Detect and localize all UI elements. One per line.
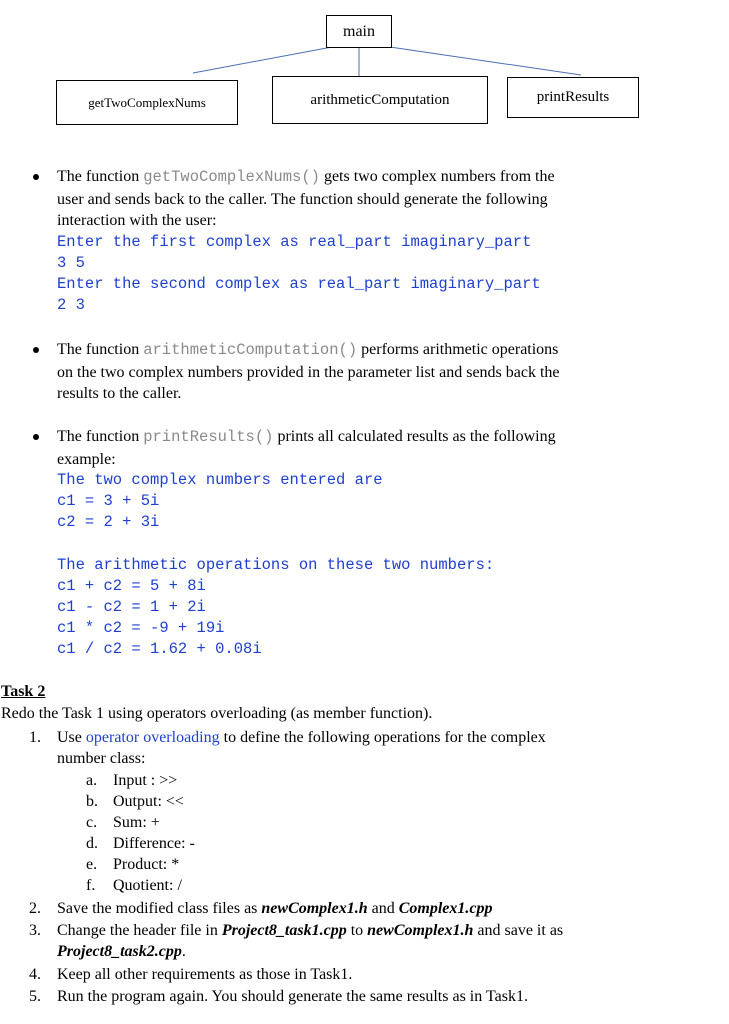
text-span: Save the modified class files as — [57, 900, 262, 917]
step-line — [57, 941, 697, 962]
sub-item-text: Sum: + — [113, 814, 160, 831]
operator-overloading-link[interactable]: operator overloading — [85, 729, 220, 746]
bullet-line: on the two complex numbers provided in the parameter list and sends back the — [57, 363, 560, 381]
file-name: newComplex1.h — [261, 900, 368, 917]
text-span: and save it as — [473, 922, 564, 939]
step-line — [57, 727, 697, 748]
function-name: arithmeticComputation() — [143, 341, 358, 359]
text-span: prints all calculated results as the following — [273, 428, 556, 445]
text-span: The function — [57, 341, 144, 358]
step-text: Run the program again. You should generate the same results as in Task1. — [57, 988, 528, 1005]
code-line: c1 = 3 + 5i — [57, 492, 160, 510]
sub-item-text: Quotient: / — [113, 877, 182, 894]
bullet-body — [57, 339, 677, 405]
file-name: Complex1.cpp — [398, 900, 493, 917]
text-span: . — [181, 943, 186, 960]
step-number: 3. — [29, 922, 41, 939]
text-span: and — [367, 900, 399, 917]
bullet-line — [57, 339, 677, 362]
sub-item-letter: f. — [86, 877, 96, 894]
file-name: newComplex1.h — [367, 922, 474, 939]
bullet-line — [57, 426, 677, 449]
code-line: c2 = 2 + 3i — [57, 513, 160, 531]
text-span: to define the following operations for the complex — [219, 729, 546, 746]
connector-main-get — [193, 47, 332, 73]
sub-item-letter: e. — [86, 856, 98, 873]
step-number: 4. — [29, 966, 41, 983]
sub-item-letter: c. — [86, 814, 98, 831]
step-number: 1. — [29, 729, 41, 746]
code-line: 3 5 — [57, 253, 85, 272]
step-line: number class: — [57, 750, 146, 767]
structure-chart — [0, 0, 729, 135]
sub-item-letter: b. — [86, 793, 98, 810]
step-number: 2. — [29, 900, 41, 917]
task2-step-3 — [0, 920, 729, 964]
step-text — [57, 727, 697, 769]
step-number: 5. — [29, 988, 41, 1005]
text-span: Use — [57, 729, 86, 746]
code-line: c1 * c2 = -9 + 19i — [57, 619, 225, 637]
text-span: Change the header file in — [57, 922, 222, 939]
text-span: The function — [57, 168, 144, 185]
code-line: Enter the second complex as real_part imaginary_part — [57, 274, 541, 293]
bullet-dot-icon — [33, 434, 39, 440]
step-text — [57, 898, 697, 919]
text-span: performs arithmetic operations — [357, 341, 559, 358]
text-span: to — [346, 922, 368, 939]
bullet-body — [57, 166, 677, 316]
code-line: c1 - c2 = 1 + 2i — [57, 598, 206, 616]
code-line: 2 3 — [57, 295, 85, 314]
step-text — [57, 920, 697, 962]
code-line: c1 + c2 = 5 + 8i — [57, 577, 206, 595]
function-name: printResults() — [143, 428, 274, 446]
task2-heading: Task 2 — [1, 683, 46, 700]
code-line-blank — [57, 533, 677, 555]
chart-box-arithmetic-computation: arithmeticComputation — [272, 76, 488, 124]
bullet-line: interaction with the user: — [57, 212, 217, 229]
sub-item-text: Input : >> — [113, 772, 178, 789]
code-line: Enter the first complex as real_part imaginary_part — [57, 232, 532, 251]
chart-box-get-two-complex-nums: getTwoComplexNums — [56, 80, 238, 125]
connector-main-print — [390, 47, 581, 75]
chart-box-main: main — [326, 15, 392, 48]
code-line: c1 / c2 = 1.62 + 0.08i — [57, 640, 262, 658]
chart-box-print-results: printResults — [507, 77, 639, 118]
sub-item-text: Product: * — [113, 856, 180, 873]
bullet-line — [57, 166, 677, 189]
step-line — [57, 920, 697, 941]
bullet-line: user and sends back to the caller. The function should generate the following — [57, 190, 548, 208]
sub-item-letter: d. — [86, 835, 98, 852]
code-line: The arithmetic operations on these two numbers: — [57, 556, 495, 574]
bullet-dot-icon — [33, 347, 39, 353]
task2-step-1 — [0, 727, 729, 771]
sub-item-letter: a. — [86, 772, 98, 789]
bullet-line: example: — [57, 450, 116, 468]
bullet-dot-icon — [33, 174, 39, 180]
step-text: Keep all other requirements as those in Task1. — [57, 966, 353, 983]
text-span: The function — [57, 428, 144, 445]
sub-item-text: Difference: - — [113, 835, 195, 852]
function-name: getTwoComplexNums() — [143, 168, 320, 186]
sub-item-text: Output: << — [113, 793, 184, 810]
text-span: gets two complex numbers from the — [319, 168, 555, 185]
task2-intro: Redo the Task 1 using operators overloading (as member function). — [1, 705, 433, 722]
bullet-line: results to the caller. — [57, 385, 182, 402]
code-line: The two complex numbers entered are — [57, 471, 383, 489]
file-name: Project8_task1.cpp — [221, 922, 347, 939]
file-name: Project8_task2.cpp — [57, 943, 182, 960]
bullet-body — [57, 426, 677, 660]
